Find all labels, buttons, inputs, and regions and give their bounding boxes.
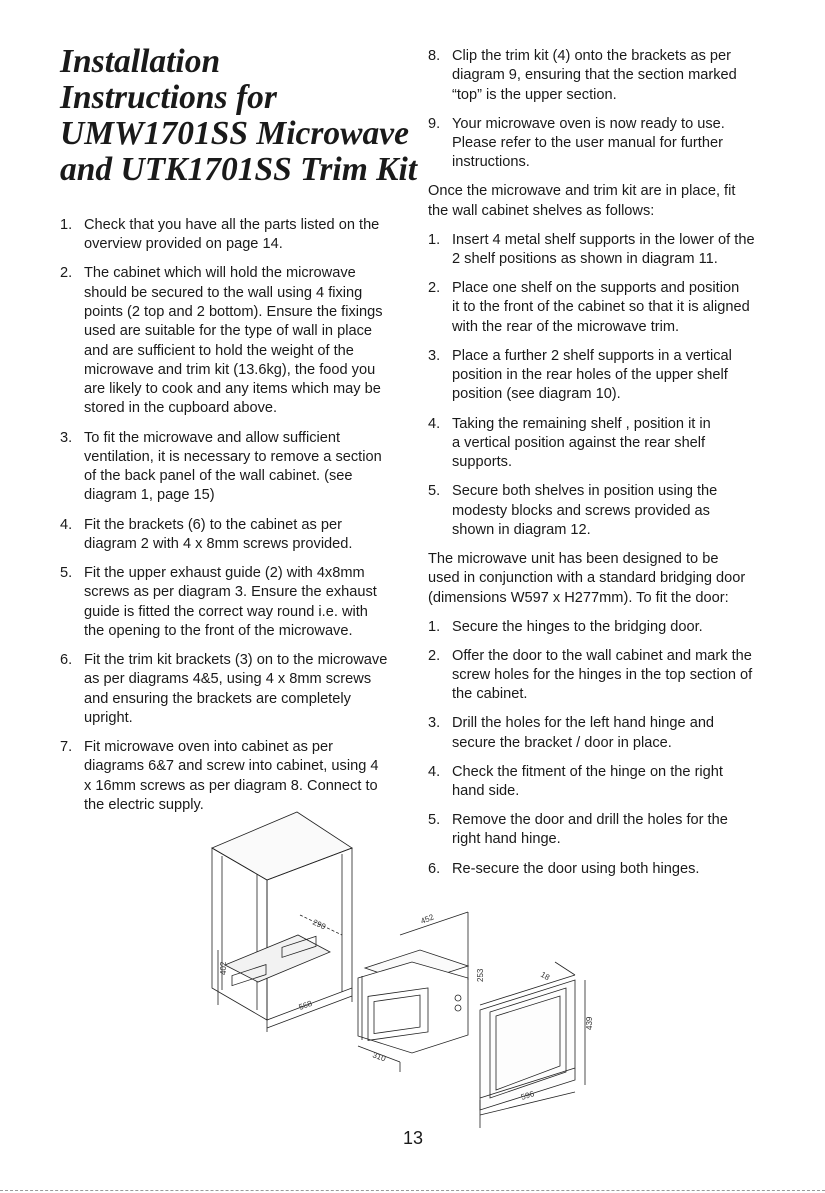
dimension-label: 310 bbox=[371, 1050, 387, 1064]
text-line: overview provided on page 14. bbox=[84, 236, 283, 253]
text-line: Taking the remaining shelf , position it in bbox=[452, 415, 711, 432]
dimension-label: 290 bbox=[311, 917, 328, 932]
title-line: Installation bbox=[60, 43, 221, 80]
text-line: diagram 9, ensuring that the section marked bbox=[452, 67, 737, 84]
text-line: the electric supply. bbox=[84, 796, 204, 813]
text-line: and ensuring the brackets are completely bbox=[84, 690, 351, 707]
step-number: 5. bbox=[428, 812, 441, 829]
text-line: hand side. bbox=[452, 783, 520, 800]
text-line: (dimensions W597 x H277mm). To fit the door: bbox=[428, 589, 729, 606]
title-line: Instructions for bbox=[60, 79, 277, 116]
text-line: as per diagrams 4&5, using 4 x 8mm screws bbox=[84, 671, 372, 688]
step-item bbox=[60, 651, 400, 728]
text-line: position in the rear holes of the upper shelf bbox=[452, 367, 728, 384]
dimension-label: 18 bbox=[539, 969, 552, 983]
step-item bbox=[428, 231, 773, 270]
step-number: 1. bbox=[428, 231, 441, 248]
installation-steps-continued-list bbox=[428, 47, 773, 173]
step-text bbox=[452, 618, 773, 637]
text-line: Insert 4 metal shelf supports in the lower of the bbox=[452, 231, 755, 248]
text-line: Secure the hinges to the bridging door. bbox=[452, 618, 703, 635]
trim-kit-drawing bbox=[480, 962, 585, 1128]
page-number: 13 bbox=[403, 1128, 424, 1148]
text-line: Fit the brackets (6) to the cabinet as per bbox=[84, 516, 342, 533]
dimension-label: 568 bbox=[297, 998, 314, 1012]
text-line: Fit the trim kit brackets (3) on to the microwave bbox=[84, 651, 388, 668]
text-line: the cabinet. bbox=[452, 686, 528, 703]
step-text bbox=[84, 264, 400, 418]
step-number: 1. bbox=[60, 217, 73, 233]
step-item bbox=[428, 47, 773, 105]
text-line: screw holes for the hinges in the top section of bbox=[452, 666, 753, 683]
dimension-label: 253 bbox=[476, 968, 485, 982]
step-number: 2. bbox=[60, 265, 73, 282]
text-line: Clip the trim kit (4) onto the brackets as per bbox=[452, 48, 732, 64]
text-line: shown in diagram 12. bbox=[452, 521, 591, 538]
step-text bbox=[452, 415, 773, 473]
step-item bbox=[60, 216, 400, 255]
text-line: Offer the door to the wall cabinet and mark the bbox=[452, 647, 752, 664]
text-line: position (see diagram 10). bbox=[452, 386, 621, 403]
text-line: Once the microwave and trim kit are in place, fit bbox=[428, 183, 736, 200]
text-line: Your microwave oven is now ready to use. bbox=[452, 115, 725, 132]
step-number: 4. bbox=[428, 415, 441, 432]
step-item bbox=[428, 415, 773, 473]
step-text bbox=[84, 651, 400, 728]
step-text bbox=[84, 216, 400, 255]
step-text bbox=[452, 714, 773, 753]
text-line: diagrams 6&7 and screw into cabinet, using 4 bbox=[84, 758, 379, 775]
text-line: Place one shelf on the supports and position bbox=[452, 280, 740, 297]
step-number: 7. bbox=[60, 738, 73, 755]
text-line: modesty blocks and screws provided as bbox=[452, 502, 710, 519]
step-item bbox=[60, 516, 400, 555]
dimension-label: 402 bbox=[219, 961, 228, 975]
text-line: “top” is the upper section. bbox=[452, 86, 617, 103]
text-line: the opening to the front of the microwave. bbox=[84, 622, 353, 639]
text-line: and are sufficient to hold the weight of the bbox=[84, 342, 354, 359]
text-line: stored in the cupboard above. bbox=[84, 400, 278, 417]
page-edge-rule bbox=[0, 1190, 825, 1191]
step-item bbox=[428, 482, 773, 540]
step-number: 6. bbox=[428, 860, 441, 877]
step-number: 2. bbox=[428, 280, 441, 297]
right-column bbox=[428, 47, 773, 889]
text-line: The microwave unit has been designed to be bbox=[428, 550, 719, 567]
step-number: 4. bbox=[60, 516, 73, 533]
step-text bbox=[84, 429, 400, 506]
text-line: with the rear of the microwave trim. bbox=[452, 318, 680, 335]
step-number: 9. bbox=[428, 115, 441, 132]
text-line: instructions. bbox=[452, 154, 530, 171]
text-line: a vertical position against the rear shelf bbox=[452, 434, 706, 451]
step-text bbox=[84, 564, 400, 641]
text-line: The cabinet which will hold the microwave bbox=[84, 265, 356, 282]
title-line: and UTK1701SS Trim Kit bbox=[60, 151, 418, 188]
step-text bbox=[84, 516, 400, 555]
text-line: Fit the upper exhaust guide (2) with 4x8mm bbox=[84, 564, 365, 581]
text-line: Fit microwave oven into cabinet as per bbox=[84, 738, 334, 755]
microwave-drawing bbox=[358, 912, 468, 1072]
step-number: 3. bbox=[428, 715, 441, 732]
dimension-label: 596 bbox=[519, 1089, 536, 1102]
text-line: of the back panel of the wall cabinet. (see bbox=[84, 468, 353, 485]
step-text bbox=[452, 231, 773, 270]
text-line: right hand hinge. bbox=[452, 831, 561, 848]
step-number: 5. bbox=[60, 564, 73, 581]
dimension-label: 439 bbox=[585, 1016, 594, 1030]
text-line: secure the bracket / door in place. bbox=[452, 734, 672, 751]
text-line: Secure both shelves in position using the bbox=[452, 483, 718, 500]
text-line: Re-secure the door using both hinges. bbox=[452, 860, 700, 877]
text-line: Check that you have all the parts listed on the bbox=[84, 217, 380, 233]
text-line: 2 shelf positions as shown in diagram 11. bbox=[452, 251, 718, 268]
text-line: used are suitable for the type of wall in place bbox=[84, 323, 372, 340]
dimension-label: 452 bbox=[419, 912, 436, 926]
text-line: Drill the holes for the left hand hinge and bbox=[452, 715, 715, 732]
step-number: 6. bbox=[60, 651, 73, 668]
step-item bbox=[60, 264, 400, 418]
text-line: the wall cabinet shelves as follows: bbox=[428, 202, 655, 219]
step-number: 1. bbox=[428, 618, 441, 635]
page-title bbox=[60, 43, 418, 188]
text-line: are likely to cook and any items which may be bbox=[84, 381, 381, 398]
wall-cabinet-drawing bbox=[212, 812, 352, 1032]
shelves-intro bbox=[428, 182, 773, 221]
step-item bbox=[60, 564, 400, 641]
step-number: 2. bbox=[428, 647, 441, 664]
step-text bbox=[452, 347, 773, 405]
text-line: should be secured to the wall using 4 fixing bbox=[84, 284, 363, 301]
text-line: Check the fitment of the hinge on the right bbox=[452, 763, 723, 780]
text-line: supports. bbox=[452, 454, 513, 471]
step-item bbox=[428, 647, 773, 705]
text-line: diagram 1, page 15) bbox=[84, 487, 215, 504]
step-number: 4. bbox=[428, 763, 441, 780]
text-line: microwave and trim kit (13.6kg), the food you bbox=[84, 361, 376, 378]
step-item bbox=[428, 115, 773, 173]
step-item bbox=[428, 763, 773, 802]
step-text bbox=[452, 115, 773, 173]
step-text bbox=[452, 482, 773, 540]
text-line: used in conjunction with a standard bridging door bbox=[428, 570, 746, 587]
left-column bbox=[60, 216, 400, 825]
step-number: 3. bbox=[60, 429, 73, 446]
step-text bbox=[452, 647, 773, 705]
title-line: UMW1701SS Microwave bbox=[60, 115, 409, 152]
step-item bbox=[428, 279, 773, 337]
step-number: 3. bbox=[428, 347, 441, 364]
door-intro bbox=[428, 550, 773, 608]
step-number: 8. bbox=[428, 48, 441, 64]
text-line: upright. bbox=[84, 709, 133, 726]
step-item bbox=[428, 618, 773, 637]
text-line: Remove the door and drill the holes for the bbox=[452, 812, 728, 829]
step-item bbox=[428, 347, 773, 405]
step-item bbox=[60, 429, 400, 506]
step-number: 5. bbox=[428, 483, 441, 500]
step-text bbox=[452, 47, 773, 105]
text-line: diagram 2 with 4 x 8mm screws provided. bbox=[84, 535, 353, 552]
text-line: ventilation, it is necessary to remove a section bbox=[84, 448, 382, 465]
text-line: screws as per diagram 3. Ensure the exhaust bbox=[84, 584, 377, 601]
text-line: To fit the microwave and allow sufficient bbox=[84, 429, 341, 446]
step-text bbox=[452, 763, 773, 802]
text-line: Please refer to the user manual for further bbox=[452, 134, 723, 151]
text-line: points (2 top and 2 bottom). Ensure the fixings bbox=[84, 303, 383, 320]
text-line: guide is fitted the correct way round i.e. with bbox=[84, 603, 368, 620]
text-line: x 16mm screws as per diagram 8. Connect to bbox=[84, 777, 378, 794]
shelf-steps-list bbox=[428, 231, 773, 540]
text-line: Place a further 2 shelf supports in a vertical bbox=[452, 347, 732, 364]
step-text bbox=[452, 279, 773, 337]
step-item bbox=[428, 714, 773, 753]
installation-steps-list bbox=[60, 216, 400, 815]
installation-diagram bbox=[200, 800, 620, 1130]
text-line: it to the front of the cabinet so that it is aligned bbox=[452, 299, 750, 316]
